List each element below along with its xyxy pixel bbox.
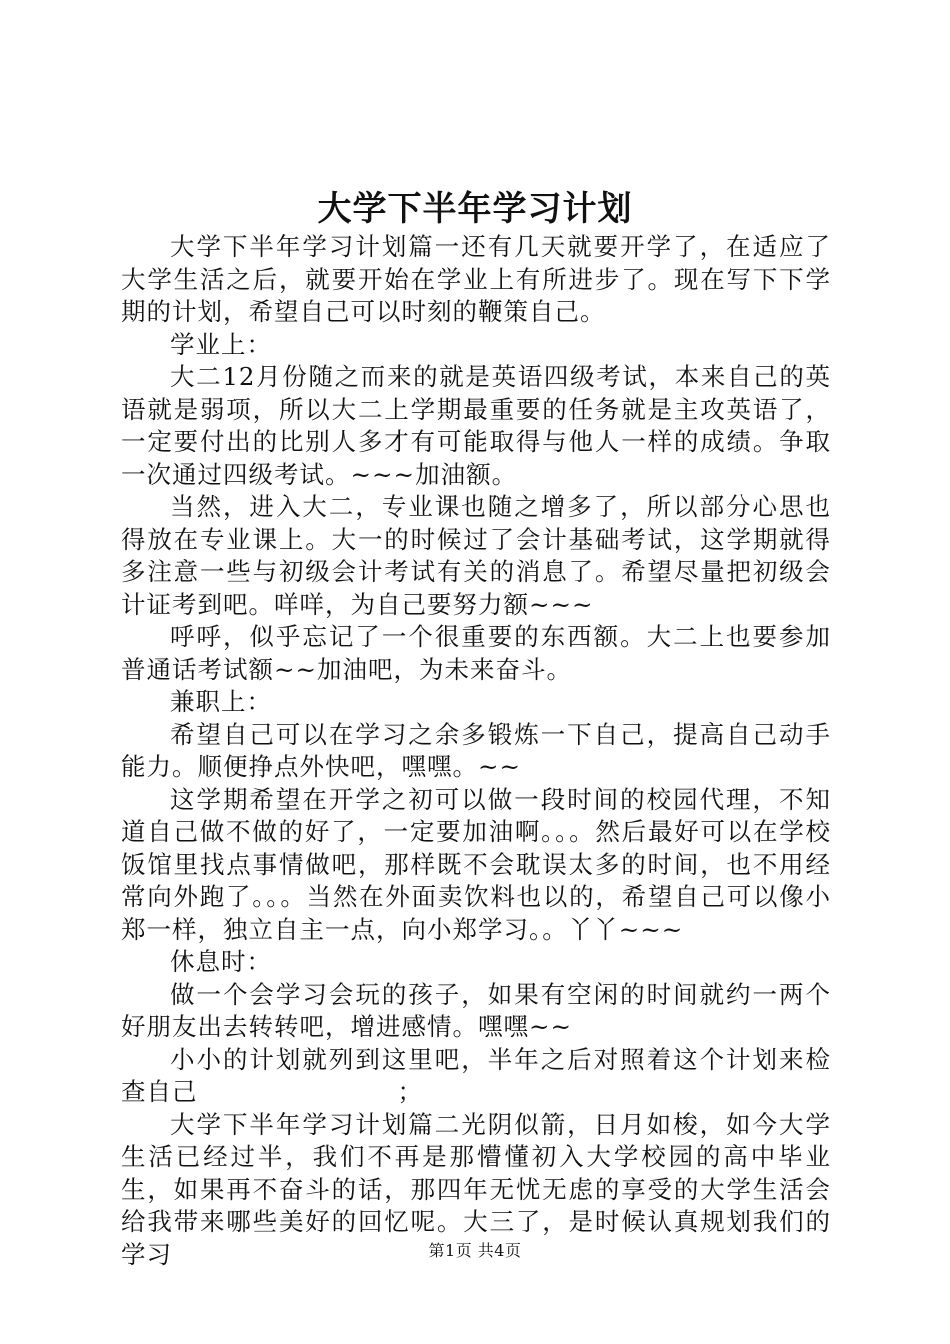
page-footer: 第1页 共4页	[428, 1241, 522, 1260]
paragraph-part-two: 大学下半年学习计划篇二光阴似箭，日月如梭，如今大学生活已经过半，我们不再是那懵懂初入大学校园的高中毕业生，如果再不奋斗的话，那四年无忧无虑的享受的大学生活会给我带来哪些美好的回忆呢。大三了，是时候认真规划我们的学习	[121, 1109, 831, 1269]
paragraph-leisure: 做一个会学习会玩的孩子，如果有空闲的时间就约一两个好朋友出去转转吧，增进感情。嘿嘿~~	[121, 979, 831, 1041]
paragraph-major-courses: 当然，进入大二，专业课也随之增多了，所以部分心思也得放在专业课上。大一的时候过了会计基础考试，这学期就得多注意一些与初级会计考试有关的消息了。希望尽量把初级会计证考到吧。咩咩，为自己要努力额~~~	[121, 492, 831, 619]
paragraph-english-exam: 大二12月份随之而来的就是英语四级考试，本来自己的英语就是弱项，所以大二上学期最重要的任务就是主攻英语了，一定要付出的比别人多才有可能取得与他人一样的成绩。争取一次通过四级考试。~~~加油额。	[121, 362, 831, 489]
section-heading-leisure: 休息时：	[170, 947, 272, 976]
paragraph-campus-agent: 这学期希望在开学之初可以做一段时间的校园代理，不知道自己做不做的好了，一定要加油啊。。。然后最好可以在学校饭馆里找点事情做吧，那样既不会耽误太多的时间，也不用经常向外跑了。。。当然在外面卖饮料也以的，希望自己可以像小郑一样，独立自主一点，向小郑学习。。丫丫~~~	[121, 784, 831, 944]
paragraph-self-training: 希望自己可以在学习之余多锻炼一下自己，提高自己动手能力。顺便挣点外快吧，嘿嘿。~~	[121, 719, 831, 781]
document-title: 大学下半年学习计划	[317, 189, 633, 229]
closing-semicolon: ；	[397, 1077, 423, 1106]
paragraph-intro: 大学下半年学习计划篇一还有几天就要开学了，在适应了大学生活之后，就要开始在学业上有所进步了。现在写下下学期的计划，希望自己可以时刻的鞭策自己。	[121, 232, 831, 326]
paragraph-mandarin-exam: 呼呼，似乎忘记了一个很重要的东西额。大二上也要参加普通话考试额~~加油吧，为未来奋斗。	[121, 622, 831, 684]
section-heading-part-time: 兼职上：	[170, 687, 272, 716]
closing-text: 小小的计划就列到这里吧，半年之后对照着这个计划来检查自己	[121, 1044, 831, 1106]
section-heading-academics: 学业上：	[170, 329, 272, 359]
paragraph-closing	[121, 1044, 831, 1109]
document-body	[121, 231, 831, 1271]
